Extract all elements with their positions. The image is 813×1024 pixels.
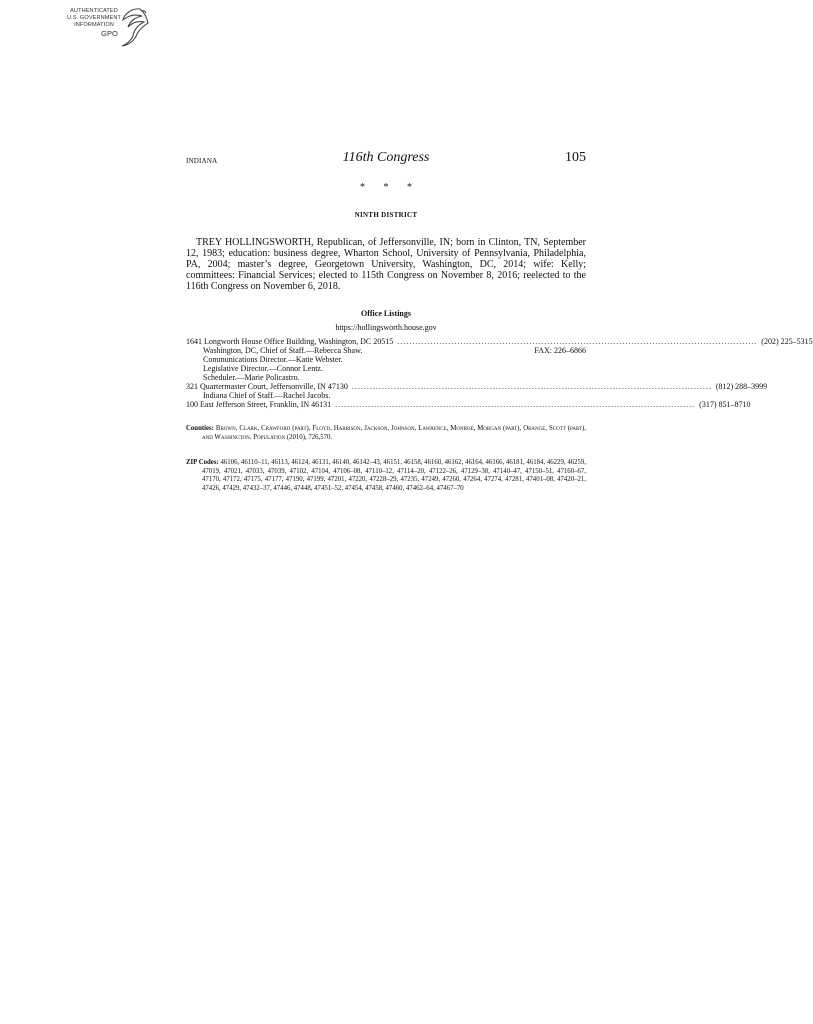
- page-number: 105: [565, 150, 586, 165]
- counties-label: Counties:: [186, 425, 214, 432]
- office-phone: (812) 288–3999: [715, 382, 768, 391]
- counties-paragraph: [186, 425, 586, 442]
- seal-line-2: U.S. GOVERNMENT: [66, 15, 122, 21]
- staff-line: Scheduler.—Marie Policastro.: [203, 373, 300, 382]
- office-phone: (317) 851–8710: [699, 400, 751, 409]
- zip-codes-list: 46106, 46110–11, 46113, 46124, 46131, 46140, 46142–43, 46151, 46158, 46160, 46162, 46164, 46166, 46181, 46184, 46229, 46259, 47019, 47021, 47033, 47039, 47102, 47104, 47106–08, 47110–12, 47114–20, 47122–26, 47129–38, 47140–47, 47150–51, 47160–67, 47170, 47172, 47175, 47177, 47190, 47199, 47201, 47220, 47228–29, 47235, 47249, 47260, 47264, 47274, 47281, 47401–08, 47420–21, 47426, 47429, 47432–37, 47446, 47448, 47451–52, 47454, 47458, 47460, 47462–64, 47467–70: [202, 459, 587, 492]
- staff-line: Washington, DC, Chief of Staff.—Rebecca Shaw.: [203, 346, 363, 355]
- leader-dots: ........................................................................................................................: [335, 400, 696, 409]
- office-address: 100 East Jefferson Street, Franklin, IN 46131: [186, 400, 332, 409]
- seal-line-3: INFORMATION: [74, 22, 114, 28]
- congress-title: 116th Congress: [342, 150, 430, 165]
- office-entry: [186, 400, 751, 409]
- office-fax: FAX: 226–6866: [534, 346, 586, 355]
- seal-line-1: AUTHENTICATED: [70, 8, 118, 14]
- zip-codes-label: ZIP Codes:: [186, 459, 219, 466]
- leader-dots: ........................................................................................................................: [397, 337, 758, 346]
- district-heading: NINTH DISTRICT: [354, 211, 418, 219]
- staff-line: Communications Director.—Katie Webster.: [203, 355, 343, 364]
- leader-dots: ........................................................................................................................: [351, 382, 712, 391]
- eagle-icon: [110, 6, 150, 48]
- office-entry: [186, 337, 813, 382]
- staff-line: Legislative Director.—Connor Lentz.: [203, 364, 323, 373]
- zip-codes-paragraph: [186, 459, 586, 493]
- member-biography: TREY HOLLINGSWORTH, Republican, of Jeffersonville, IN; born in Clinton, TN, September 12, 1983; education: business degree, Wharton School, University of Pennsylvania, Philadelphia, PA, 2004; master’s degree, Georgetown University, Washington, DC, 2014; wife: Kelly; committees: Financial Services; elected to 115th Congress on November 8, 2016; reelected to the 116th Congress on November 6, 2018.: [186, 237, 586, 292]
- running-head: [186, 150, 586, 170]
- office-address: 321 Quartermaster Court, Jeffersonville, IN 47130: [186, 382, 348, 391]
- section-separator: * * *: [360, 182, 420, 193]
- office-entry: [186, 382, 768, 400]
- office-address: 1641 Longworth House Office Building, Washington, DC 20515: [186, 337, 394, 346]
- office-phone: (202) 225–5315: [761, 337, 813, 346]
- office-listings-heading: Office Listings: [361, 309, 411, 318]
- staff-line: Indiana Chief of Staff.—Rachel Jacobs.: [203, 391, 331, 400]
- state-name: INDIANA: [186, 157, 218, 165]
- gpo-authentication-seal: [58, 6, 150, 48]
- website-url: https://hollingsworth.house.gov: [335, 323, 437, 332]
- seal-gpo-mark: GPO: [101, 29, 118, 38]
- directory-page: [186, 150, 813, 493]
- office-list: [186, 337, 813, 409]
- counties-list: Brown, Clark, Crawford (part), Floyd, Harrison, Jackson, Johnson, Lawrence, Monroe, Morgan (part), Orange, Scott (part), and Washington. Population (2010), 726,570.: [202, 425, 586, 441]
